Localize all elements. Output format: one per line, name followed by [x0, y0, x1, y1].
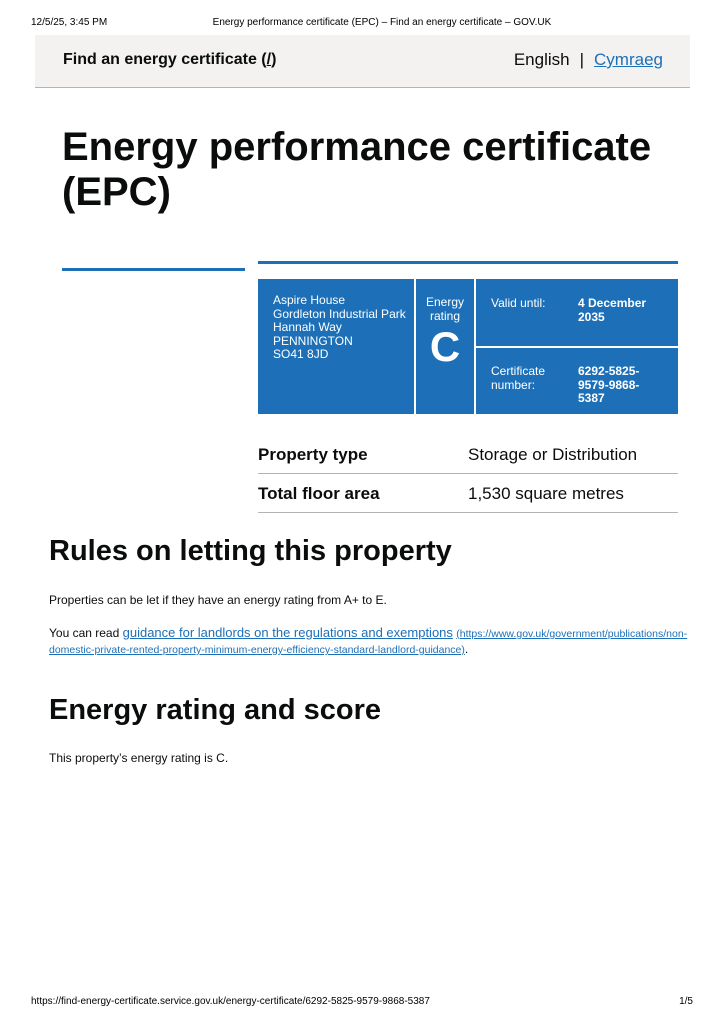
print-footer	[31, 996, 693, 1010]
guidance-suffix: .	[464, 642, 469, 656]
summary-key: Total floor area	[258, 484, 380, 503]
energy-rating-cell	[416, 279, 474, 414]
energy-rating-label-line2: rating	[429, 309, 461, 323]
print-url: https://find-energy-certificate.service.gov.uk/energy-certificate/6292-5825-9579-9868-5387	[31, 996, 430, 1007]
energy-rating-label-line1: Energy	[425, 295, 465, 309]
certificate-number-label	[491, 365, 545, 392]
service-name-link[interactable]: Find an energy certificate (/)	[63, 51, 277, 68]
energy-rating-paragraph: This property’s energy rating is C.	[49, 751, 229, 765]
lang-cymraeg-link[interactable]: Cymraeg	[594, 50, 663, 69]
print-title: Energy performance certificate (EPC) – Find an energy certificate – GOV.UK	[212, 17, 552, 28]
section-rule-right	[258, 261, 678, 264]
address-line: Aspire House	[273, 293, 346, 307]
summary-row-floor-area	[258, 474, 678, 513]
address-line: SO41 8JD	[273, 347, 329, 361]
page-title: Energy performance certificate (EPC)	[62, 125, 652, 214]
address-line: Hannah Way	[273, 320, 342, 334]
valid-until-value-line1: 4 December	[578, 296, 647, 310]
certificate-number-cell	[476, 348, 678, 414]
valid-until-value	[578, 297, 668, 324]
energy-rating-label	[416, 295, 474, 323]
rules-heading: Rules on letting this property	[49, 535, 452, 567]
address-cell	[258, 279, 414, 414]
lang-english: English	[513, 50, 570, 69]
certificate-number-value	[578, 365, 668, 406]
guidance-link[interactable]: guidance for landlords on the regulations and exemptions	[122, 625, 453, 640]
summary-key: Property type	[258, 445, 368, 464]
guidance-url-line1[interactable]: (https://www.gov.uk/government/publications/non-	[456, 628, 688, 640]
section-rule-left	[62, 268, 245, 271]
print-datetime: 12/5/25, 3:45 PM	[31, 17, 108, 28]
summary-value: 1,530 square metres	[468, 484, 624, 503]
lang-separator: |	[579, 50, 585, 69]
guidance-paragraph	[49, 625, 689, 658]
certificate-number-line3: 5387	[578, 391, 605, 405]
summary-row-property-type	[258, 435, 678, 474]
certificate-number-label-line2: number:	[491, 377, 536, 392]
energy-rating-letter: C	[429, 323, 461, 370]
address-line: PENNINGTON	[273, 333, 353, 348]
guidance-prefix: You can read	[49, 626, 123, 640]
valid-until-value-line2: 2035	[578, 309, 605, 324]
valid-until-label: Valid until:	[491, 296, 546, 310]
certificate-number-line1: 6292-5825-	[578, 364, 640, 378]
rules-paragraph: Properties can be let if they have an energy rating from A+ to E.	[49, 593, 387, 607]
summary-value: Storage or Distribution	[468, 445, 638, 464]
site-header	[35, 35, 690, 88]
valid-until-cell	[476, 279, 678, 346]
certificate-number-label-line1: Certificate	[491, 364, 546, 378]
certificate-number-line2: 9579-9868-	[578, 377, 640, 392]
print-header	[31, 17, 693, 31]
home-link[interactable]: /	[266, 51, 272, 68]
address-line: Gordleton Industrial Park	[273, 306, 406, 321]
certificate-summary-box	[258, 279, 678, 414]
print-page-number: 1/5	[679, 996, 693, 1007]
guidance-url-line2[interactable]: domestic-private-rented-property-minimum-energy-efficiency-standard-landlord-guidance)	[49, 644, 465, 656]
language-switcher	[514, 50, 663, 70]
service-name: Find an energy certificate	[63, 51, 257, 68]
energy-rating-heading: Energy rating and score	[49, 694, 381, 726]
